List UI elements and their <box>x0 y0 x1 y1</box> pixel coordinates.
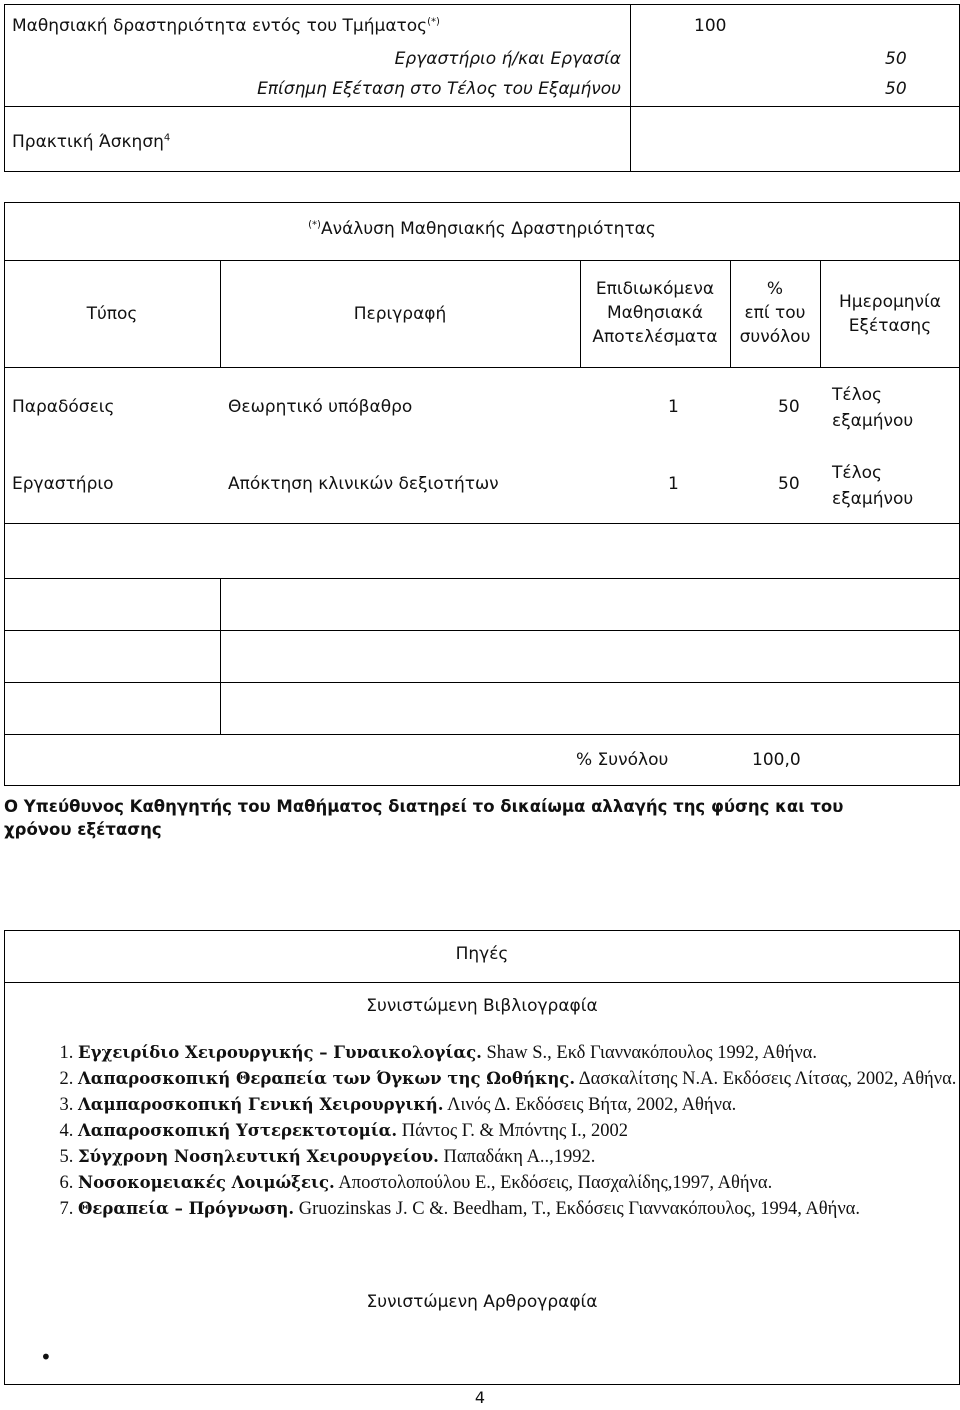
list-item: 4. Λαπαροσκοπική Υστερεκτοτομία. Πάντος Γ. & Μπόντης Ι., 2002 <box>78 1118 960 1144</box>
list-item: 7. Θεραπεία – Πρόγνωση. Gruozinskas J. C &. Beedham, T., Εκδόσεις Γιαννακόπουλος, 1994, Αθήνα. <box>78 1196 960 1222</box>
table-divider <box>630 4 631 172</box>
row-description-laboratory: Απόκτηση κλινικών δεξιοτήτων <box>228 474 499 494</box>
table-divider <box>4 982 960 983</box>
row-value-lab-work: 50 <box>885 49 907 69</box>
list-item: 1. Εγχειρίδιο Χειρουργικής – Γυναικολογίας. Shaw S., Εκδ Γιαννακόπουλος 1992, Αθήνα. <box>78 1040 960 1066</box>
row-percent-laboratory: 50 <box>778 474 800 494</box>
total-value: 100,0 <box>752 750 801 770</box>
reference-list <box>42 1040 960 1222</box>
page-number: 4 <box>474 1388 486 1407</box>
column-header-exam-date: Ημερομηνία Εξέτασης <box>838 292 942 336</box>
column-header-percent: % επί του συνόλου <box>739 279 811 347</box>
list-item: 3. Λαμπαροσκοπική Γενική Χειρουργική. Λινός Δ. Εκδόσεις Βήτα, 2002, Αθήνα. <box>78 1092 960 1118</box>
row-percent-lectures: 50 <box>778 397 800 417</box>
row-date-lectures: Τέλος εξαμήνου <box>832 385 914 431</box>
table-divider <box>4 523 960 524</box>
total-label: % Συνόλου <box>576 750 669 770</box>
list-item: 6. Νοσοκομειακές Λοιμώξεις. Αποστολοπούλου Ε., Εκδόσεις, Πασχαλίδης,1997, Αθήνα. <box>78 1170 960 1196</box>
empty-bullet: • <box>40 1345 52 1369</box>
row-value-final-exam: 50 <box>885 79 907 99</box>
list-item: 2. Λαπαροσκοπική Θεραπεία των Όγκων της Ωοθήκης. Δασκαλίτσης Ν.Α. Εκδόσεις Λίτσας, 2002, Αθήνα. <box>78 1066 960 1092</box>
table-divider <box>220 578 221 734</box>
table-divider <box>4 734 960 735</box>
column-header-description: Περιγραφή <box>353 304 447 324</box>
row-label-lab-work: Εργαστήριο ή/και Εργασία <box>394 49 621 69</box>
column-header-learning-outcomes: Επιδιωκόμενα Μαθησιακά Αποτελέσματα <box>592 279 718 347</box>
table-divider <box>4 106 960 107</box>
row-type-laboratory: Εργαστήριο <box>12 474 114 494</box>
bibliography-title: Συνιστώμενη Βιβλιογραφία <box>366 996 598 1016</box>
row-label-practical-training: Πρακτική Άσκηση$^4$ <box>12 132 171 152</box>
row-outcomes-lectures: 1 <box>668 397 679 417</box>
articles-title: Συνιστώμενη Αρθρογραφία <box>366 1292 598 1312</box>
column-header-type: Τύπος <box>86 304 138 324</box>
table-divider <box>4 260 960 261</box>
row-type-lectures: Παραδόσεις <box>12 397 115 417</box>
sources-title: Πηγές <box>455 944 509 964</box>
analysis-title: (*)Ανάλυση Μαθησιακής Δραστηριότητας <box>308 219 656 239</box>
row-value-in-department: 100 <box>694 16 727 36</box>
row-description-lectures: Θεωρητικό υπόβαθρο <box>228 397 413 417</box>
table-divider <box>4 682 960 683</box>
row-outcomes-laboratory: 1 <box>668 474 679 494</box>
list-item: 5. Σύγχρονη Νοσηλευτική Χειρουργείου. Παπαδάκη Α..,1992. <box>78 1144 960 1170</box>
table-divider <box>4 630 960 631</box>
row-label-in-department: Μαθησιακή δραστηριότητα εντός του Τμήματος(*) <box>12 16 440 36</box>
table-divider <box>4 367 960 368</box>
table-divider <box>4 578 960 579</box>
exam-change-notice: Ο Υπεύθυνος Καθηγητής του Μαθήματος διατηρεί το δικαίωμα αλλαγής της φύσης και του χρόνου εξέτασης <box>4 797 844 839</box>
row-date-laboratory: Τέλος εξαμήνου <box>832 463 914 509</box>
row-label-final-exam: Επίσημη Εξέταση στο Τέλος του Εξαμήνου <box>257 79 621 99</box>
